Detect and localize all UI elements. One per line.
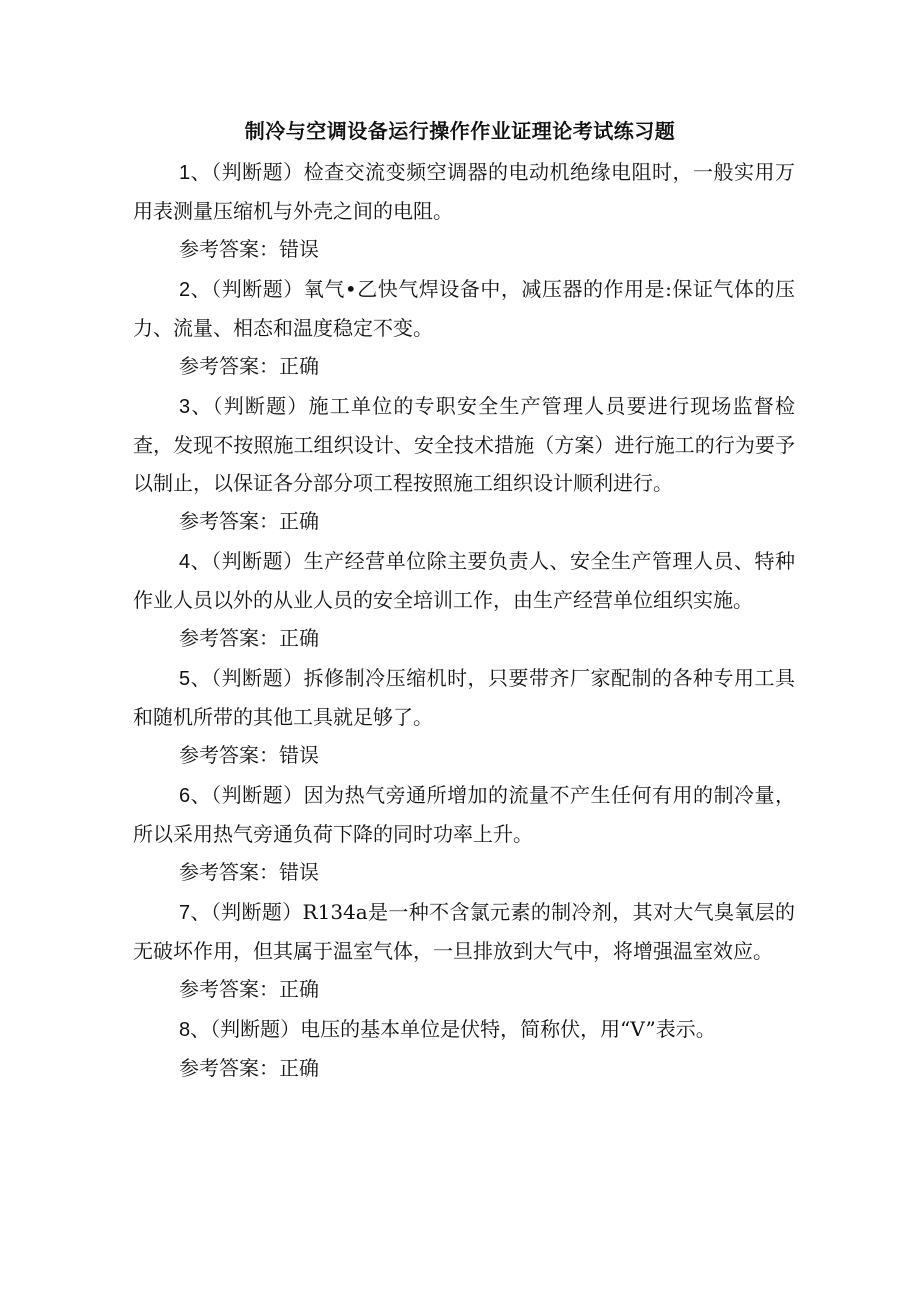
reference-answer: 参考答案：正确 [179,1056,319,1080]
question-body: 、（判断题）电压的基本单位是伏特，简称伏，用“V”表示。 [190,1017,716,1041]
question-text [133,776,795,853]
question-item-5 [133,659,795,774]
reference-answer: 参考答案：正确 [179,354,319,378]
question-item-4 [133,542,795,657]
question-text [133,893,795,970]
question-item-3 [133,387,795,540]
question-body: 、（判断题）施工单位的专职安全生产管理人员要进行现场监督检查，发现不按照施工组织设计、安全技术措施（方案）进行施工的行为要予以制止，以保证各分部分项工程按照施工组织设计顺利进行。 [133,394,795,495]
question-item-2 [133,270,795,385]
question-number: 7 [179,902,191,924]
question-number: 2 [179,279,191,301]
question-number: 6 [179,785,191,807]
question-item-8 [133,1010,795,1087]
reference-answer: 参考答案：正确 [179,509,319,533]
question-body: 、（判断题）生产经营单位除主要负责人、安全生产管理人员、特种作业人员以外的从业人员的安全培训工作，由生产经营单位组织实施。 [133,549,795,612]
reference-answer: 参考答案：正确 [179,626,319,650]
reference-answer: 参考答案：错误 [179,743,319,767]
question-text [133,542,795,619]
question-list [133,153,795,1089]
question-text [133,387,795,502]
question-item-7 [133,893,795,1008]
document-title: 制冷与空调设备运行操作作业证理论考试练习题 [244,119,676,143]
question-body: 、（判断题）因为热气旁通所增加的流量不产生任何有用的制冷量，所以采用热气旁通负荷下降的同时功率上升。 [133,783,795,846]
question-body: 、（判断题）氧气•乙快气焊设备中，减压器的作用是:保证气体的压力、流量、相态和温度稳定不变。 [133,277,795,340]
question-number: 3 [179,396,191,418]
reference-answer: 参考答案：正确 [179,977,319,1001]
question-number: 1 [179,162,191,184]
question-body: 、（判断题）检查交流变频空调器的电动机绝缘电阻时，一般实用万用表测量压缩机与外壳之间的电阻。 [133,160,795,223]
question-body: 、（判断题）拆修制冷压缩机时，只要带齐厂家配制的各种专用工具和随机所带的其他工具就足够了。 [133,666,795,729]
question-text [133,659,795,736]
reference-answer: 参考答案：错误 [179,860,319,884]
question-body: 、（判断题）R134a是一种不含氯元素的制冷剂，其对大气臭氧层的无破坏作用，但其属于温室气体，一旦排放到大气中，将增强温室效应。 [133,900,795,963]
question-text [133,270,795,347]
question-item-1 [133,153,795,268]
question-number: 4 [179,551,191,573]
question-item-6 [133,776,795,891]
question-text [133,1010,795,1049]
reference-answer: 参考答案：错误 [179,237,319,261]
question-number: 8 [179,1019,191,1041]
question-number: 5 [179,668,191,690]
question-text [133,153,795,230]
